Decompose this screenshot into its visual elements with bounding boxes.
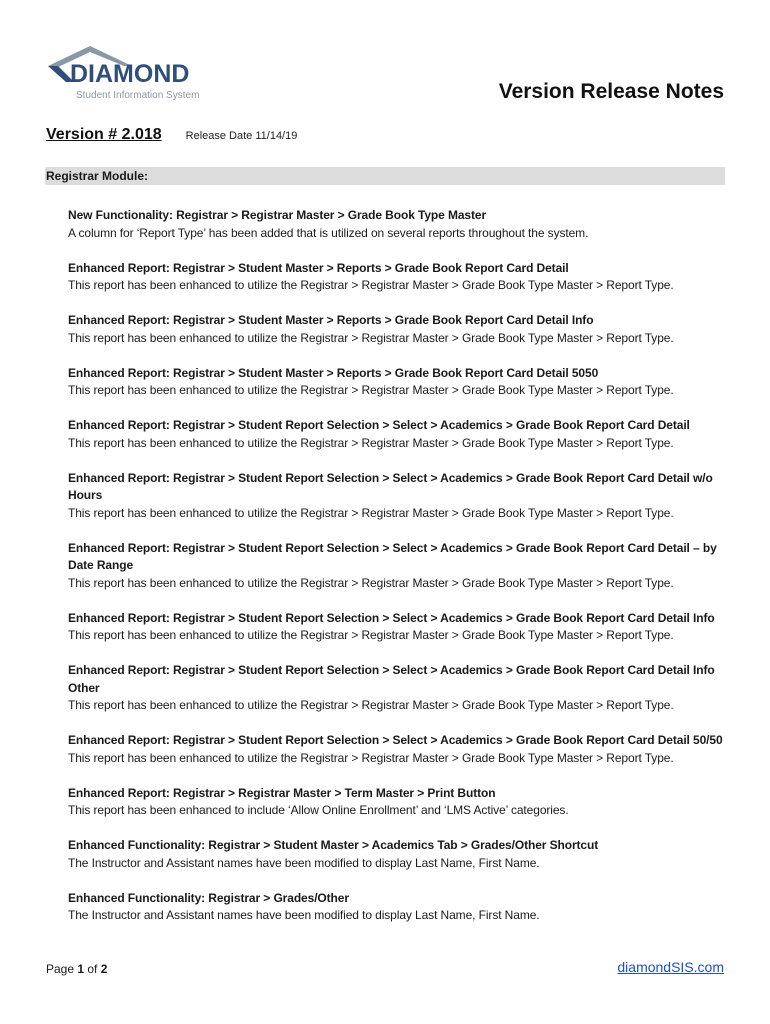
- release-note-entry: [68, 890, 728, 925]
- entry-title: Enhanced Functionality: Registrar > Grades/Other: [68, 890, 349, 905]
- version-row: [46, 126, 297, 144]
- diamond-logo: [44, 44, 234, 102]
- entry-title: Enhanced Report: Registrar > Student Master > Reports > Grade Book Report Card Detail 5050: [68, 365, 599, 380]
- page-title: Version Release Notes: [498, 80, 724, 103]
- entry-description: This report has been enhanced to utilize the Registrar > Registrar Master > Grade Book Type Master > Report Type.: [68, 383, 674, 397]
- release-note-entry: [68, 260, 728, 295]
- entry-description: The Instructor and Assistant names have been modified to display Last Name, First Name.: [68, 908, 540, 922]
- entry-title: Enhanced Report: Registrar > Student Report Selection > Select > Academics > Grade Book Report Card Detail: [68, 418, 690, 432]
- entry-description: This report has been enhanced to utilize the Registrar > Registrar Master > Grade Book Type Master > Report Type.: [68, 505, 674, 520]
- logo-wordmark: DIAMOND: [70, 60, 190, 88]
- release-note-entry: [68, 610, 728, 645]
- release-notes-list: [68, 207, 728, 942]
- entry-title: Enhanced Report: Registrar > Student Master > Reports > Grade Book Report Card Detail Info: [68, 313, 594, 327]
- entry-title: Enhanced Report: Registrar > Student Report Selection > Select > Academics > Grade Book Report Card Detail Info: [68, 610, 715, 625]
- entry-description: This report has been enhanced to utilize the Registrar > Registrar Master > Grade Book Type Master > Report Type.: [68, 750, 674, 765]
- entry-description: This report has been enhanced to utilize the Registrar > Registrar Master > Grade Book Type Master > Report Type.: [68, 628, 674, 642]
- entry-description: This report has been enhanced to utilize the Registrar > Registrar Master > Grade Book Type Master > Report Type.: [68, 698, 674, 712]
- release-note-entry: [68, 785, 728, 820]
- release-note-entry: [68, 837, 728, 872]
- release-note-entry: [68, 417, 728, 452]
- release-note-entry: [68, 732, 728, 767]
- page-number: [46, 962, 107, 976]
- entry-title: Enhanced Report: Registrar > Student Master > Reports > Grade Book Report Card Detail: [68, 260, 569, 275]
- release-note-entry: [68, 662, 728, 715]
- release-note-entry: [68, 207, 728, 242]
- entry-description: A column for ‘Report Type’ has been added that is utilized on several reports throughout the system.: [68, 225, 589, 240]
- release-date: Release Date 11/14/19: [185, 130, 298, 142]
- entry-title: Enhanced Report: Registrar > Student Report Selection > Select > Academics > Grade Book Report Card Detail w/o Hours: [68, 470, 713, 502]
- release-note-entry: [68, 540, 728, 593]
- entry-description: This report has been enhanced to include ‘Allow Online Enrollment’ and ‘LMS Active’ categories.: [68, 803, 569, 817]
- release-note-entry: [68, 312, 728, 347]
- entry-description: This report has been enhanced to utilize the Registrar > Registrar Master > Grade Book Type Master > Report Type.: [68, 330, 674, 345]
- entry-description: This report has been enhanced to utilize the Registrar > Registrar Master > Grade Book Type Master > Report Type.: [68, 278, 674, 292]
- module-header: Registrar Module:: [45, 167, 725, 185]
- release-note-entry: [68, 470, 728, 523]
- entry-title: Enhanced Report: Registrar > Registrar Master > Term Master > Print Button: [68, 785, 496, 800]
- entry-title: Enhanced Report: Registrar > Student Report Selection > Select > Academics > Grade Book Report Card Detail Info Other: [68, 663, 715, 695]
- version-number: Version # 2.018: [46, 126, 162, 143]
- page-total: 2: [100, 962, 108, 976]
- page-current: 1: [77, 962, 85, 976]
- release-note-entry: [68, 365, 728, 400]
- entry-title: Enhanced Functionality: Registrar > Student Master > Academics Tab > Grades/Other Shortcut: [68, 838, 599, 852]
- page-prefix: Page: [46, 962, 78, 976]
- page-mid: of: [84, 962, 101, 976]
- entry-description: The Instructor and Assistant names have been modified to display Last Name, First Name.: [68, 855, 540, 870]
- logo-tagline: Student Information System: [76, 90, 200, 101]
- entry-description: This report has been enhanced to utilize the Registrar > Registrar Master > Grade Book Type Master > Report Type.: [68, 435, 674, 450]
- entry-title: New Functionality: Registrar > Registrar Master > Grade Book Type Master: [68, 208, 487, 222]
- entry-description: This report has been enhanced to utilize the Registrar > Registrar Master > Grade Book Type Master > Report Type.: [68, 575, 674, 590]
- entry-title: Enhanced Report: Registrar > Student Report Selection > Select > Academics > Grade Book Report Card Detail – by Date Range: [68, 540, 717, 572]
- entry-title: Enhanced Report: Registrar > Student Report Selection > Select > Academics > Grade Book Report Card Detail 50/50: [68, 733, 723, 747]
- website-link[interactable]: diamondSIS.com: [617, 959, 724, 975]
